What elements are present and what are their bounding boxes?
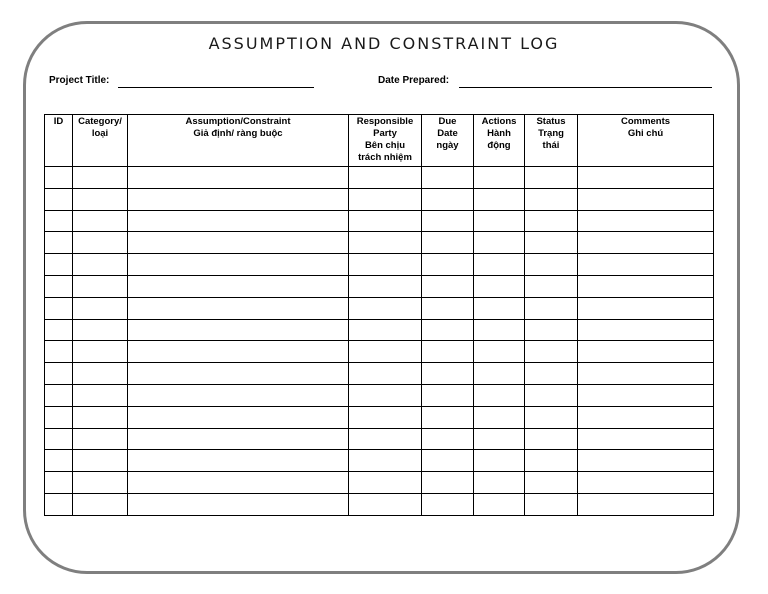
- cell-comments[interactable]: [578, 428, 714, 450]
- cell-comments[interactable]: [578, 341, 714, 363]
- cell-comments[interactable]: [578, 232, 714, 254]
- header-assumption-constraint: Assumption/Constraint Giả định/ ràng buộc: [128, 115, 349, 167]
- cell-assumption-constraint[interactable]: [128, 363, 349, 385]
- cell-id[interactable]: [45, 188, 73, 210]
- cell-actions[interactable]: [474, 254, 525, 276]
- cell-due-date[interactable]: [422, 363, 474, 385]
- cell-category[interactable]: [73, 319, 128, 341]
- cell-status[interactable]: [525, 167, 578, 189]
- cell-due-date[interactable]: [422, 167, 474, 189]
- cell-responsible-party[interactable]: [349, 232, 422, 254]
- cell-responsible-party[interactable]: [349, 188, 422, 210]
- cell-comments[interactable]: [578, 319, 714, 341]
- table-row: [45, 341, 714, 363]
- cell-due-date[interactable]: [422, 210, 474, 232]
- cell-actions[interactable]: [474, 167, 525, 189]
- header-status: Status Trạng thái: [525, 115, 578, 167]
- cell-assumption-constraint[interactable]: [128, 319, 349, 341]
- cell-assumption-constraint[interactable]: [128, 188, 349, 210]
- cell-id[interactable]: [45, 428, 73, 450]
- project-title-label: Project Title:: [49, 75, 110, 86]
- date-prepared-field[interactable]: [459, 87, 712, 88]
- cell-comments[interactable]: [578, 384, 714, 406]
- cell-actions[interactable]: [474, 450, 525, 472]
- cell-actions[interactable]: [474, 428, 525, 450]
- cell-id[interactable]: [45, 450, 73, 472]
- cell-status[interactable]: [525, 319, 578, 341]
- cell-due-date[interactable]: [422, 232, 474, 254]
- cell-responsible-party[interactable]: [349, 275, 422, 297]
- cell-actions[interactable]: [474, 275, 525, 297]
- cell-status[interactable]: [525, 188, 578, 210]
- table-row: [45, 384, 714, 406]
- cell-id[interactable]: [45, 341, 73, 363]
- cell-status[interactable]: [525, 341, 578, 363]
- cell-category[interactable]: [73, 297, 128, 319]
- table-row: [45, 188, 714, 210]
- cell-assumption-constraint[interactable]: [128, 341, 349, 363]
- cell-responsible-party[interactable]: [349, 341, 422, 363]
- cell-comments[interactable]: [578, 406, 714, 428]
- cell-comments[interactable]: [578, 472, 714, 494]
- cell-assumption-constraint[interactable]: [128, 210, 349, 232]
- cell-responsible-party[interactable]: [349, 472, 422, 494]
- cell-responsible-party[interactable]: [349, 254, 422, 276]
- cell-status[interactable]: [525, 450, 578, 472]
- cell-category[interactable]: [73, 472, 128, 494]
- cell-responsible-party[interactable]: [349, 210, 422, 232]
- cell-id[interactable]: [45, 384, 73, 406]
- table-row: [45, 493, 714, 515]
- cell-id[interactable]: [45, 319, 73, 341]
- cell-comments[interactable]: [578, 210, 714, 232]
- cell-due-date[interactable]: [422, 254, 474, 276]
- table-row: [45, 428, 714, 450]
- cell-responsible-party[interactable]: [349, 297, 422, 319]
- cell-status[interactable]: [525, 254, 578, 276]
- cell-actions[interactable]: [474, 210, 525, 232]
- cell-assumption-constraint[interactable]: [128, 428, 349, 450]
- table-row: [45, 472, 714, 494]
- cell-responsible-party[interactable]: [349, 428, 422, 450]
- cell-assumption-constraint[interactable]: [128, 472, 349, 494]
- cell-due-date[interactable]: [422, 428, 474, 450]
- cell-assumption-constraint[interactable]: [128, 450, 349, 472]
- cell-category[interactable]: [73, 232, 128, 254]
- cell-assumption-constraint[interactable]: [128, 254, 349, 276]
- cell-id[interactable]: [45, 232, 73, 254]
- cell-id[interactable]: [45, 363, 73, 385]
- cell-actions[interactable]: [474, 493, 525, 515]
- cell-due-date[interactable]: [422, 450, 474, 472]
- cell-status[interactable]: [525, 210, 578, 232]
- table-row: [45, 232, 714, 254]
- cell-comments[interactable]: [578, 450, 714, 472]
- cell-responsible-party[interactable]: [349, 384, 422, 406]
- table-row: [45, 210, 714, 232]
- table-row: [45, 167, 714, 189]
- cell-comments[interactable]: [578, 363, 714, 385]
- cell-category[interactable]: [73, 450, 128, 472]
- cell-assumption-constraint[interactable]: [128, 297, 349, 319]
- cell-due-date[interactable]: [422, 297, 474, 319]
- table-row: [45, 363, 714, 385]
- cell-due-date[interactable]: [422, 493, 474, 515]
- cell-id[interactable]: [45, 254, 73, 276]
- cell-comments[interactable]: [578, 275, 714, 297]
- cell-responsible-party[interactable]: [349, 319, 422, 341]
- table-header-row: [45, 115, 714, 167]
- table-row: [45, 297, 714, 319]
- cell-assumption-constraint[interactable]: [128, 232, 349, 254]
- cell-actions[interactable]: [474, 188, 525, 210]
- cell-responsible-party[interactable]: [349, 450, 422, 472]
- table-row: [45, 450, 714, 472]
- cell-actions[interactable]: [474, 384, 525, 406]
- log-table-body: [45, 167, 714, 516]
- header-comments: Comments Ghi chú: [578, 115, 714, 167]
- cell-due-date[interactable]: [422, 319, 474, 341]
- cell-actions[interactable]: [474, 297, 525, 319]
- cell-due-date[interactable]: [422, 275, 474, 297]
- cell-id[interactable]: [45, 275, 73, 297]
- cell-id[interactable]: [45, 493, 73, 515]
- page-title: ASSUMPTION AND CONSTRAINT LOG: [208, 34, 560, 53]
- cell-status[interactable]: [525, 232, 578, 254]
- cell-responsible-party[interactable]: [349, 406, 422, 428]
- cell-actions[interactable]: [474, 341, 525, 363]
- cell-status[interactable]: [525, 406, 578, 428]
- log-table: [44, 114, 714, 516]
- cell-actions[interactable]: [474, 363, 525, 385]
- cell-assumption-constraint[interactable]: [128, 493, 349, 515]
- header-due-date: Due Date ngày: [422, 115, 474, 167]
- table-row: [45, 406, 714, 428]
- header-actions: Actions Hành động: [474, 115, 525, 167]
- cell-actions[interactable]: [474, 319, 525, 341]
- cell-category[interactable]: [73, 493, 128, 515]
- cell-responsible-party[interactable]: [349, 493, 422, 515]
- cell-category[interactable]: [73, 210, 128, 232]
- cell-category[interactable]: [73, 188, 128, 210]
- cell-id[interactable]: [45, 406, 73, 428]
- cell-actions[interactable]: [474, 472, 525, 494]
- cell-status[interactable]: [525, 384, 578, 406]
- cell-status[interactable]: [525, 493, 578, 515]
- date-prepared-label: Date Prepared:: [378, 75, 450, 86]
- cell-status[interactable]: [525, 275, 578, 297]
- cell-status[interactable]: [525, 297, 578, 319]
- cell-assumption-constraint[interactable]: [128, 275, 349, 297]
- cell-due-date[interactable]: [422, 406, 474, 428]
- project-title-field[interactable]: [118, 87, 314, 88]
- cell-assumption-constraint[interactable]: [128, 406, 349, 428]
- cell-status[interactable]: [525, 428, 578, 450]
- header-responsible-party: Responsible Party Bên chịu trách nhiệm: [349, 115, 422, 167]
- cell-comments[interactable]: [578, 493, 714, 515]
- cell-due-date[interactable]: [422, 384, 474, 406]
- cell-comments[interactable]: [578, 188, 714, 210]
- cell-status[interactable]: [525, 472, 578, 494]
- cell-category[interactable]: [73, 384, 128, 406]
- cell-id[interactable]: [45, 167, 73, 189]
- table-row: [45, 275, 714, 297]
- cell-category[interactable]: [73, 275, 128, 297]
- cell-due-date[interactable]: [422, 188, 474, 210]
- cell-due-date[interactable]: [422, 472, 474, 494]
- cell-comments[interactable]: [578, 254, 714, 276]
- cell-id[interactable]: [45, 472, 73, 494]
- cell-category[interactable]: [73, 428, 128, 450]
- cell-assumption-constraint[interactable]: [128, 167, 349, 189]
- cell-comments[interactable]: [578, 167, 714, 189]
- cell-category[interactable]: [73, 341, 128, 363]
- cell-responsible-party[interactable]: [349, 167, 422, 189]
- cell-category[interactable]: [73, 254, 128, 276]
- header-category: Category/ loại: [73, 115, 128, 167]
- cell-actions[interactable]: [474, 232, 525, 254]
- cell-category[interactable]: [73, 363, 128, 385]
- cell-due-date[interactable]: [422, 341, 474, 363]
- cell-comments[interactable]: [578, 297, 714, 319]
- cell-id[interactable]: [45, 210, 73, 232]
- cell-status[interactable]: [525, 363, 578, 385]
- cell-actions[interactable]: [474, 406, 525, 428]
- cell-category[interactable]: [73, 406, 128, 428]
- cell-responsible-party[interactable]: [349, 363, 422, 385]
- cell-assumption-constraint[interactable]: [128, 384, 349, 406]
- header-id: ID: [45, 115, 73, 167]
- table-row: [45, 254, 714, 276]
- cell-id[interactable]: [45, 297, 73, 319]
- cell-category[interactable]: [73, 167, 128, 189]
- table-row: [45, 319, 714, 341]
